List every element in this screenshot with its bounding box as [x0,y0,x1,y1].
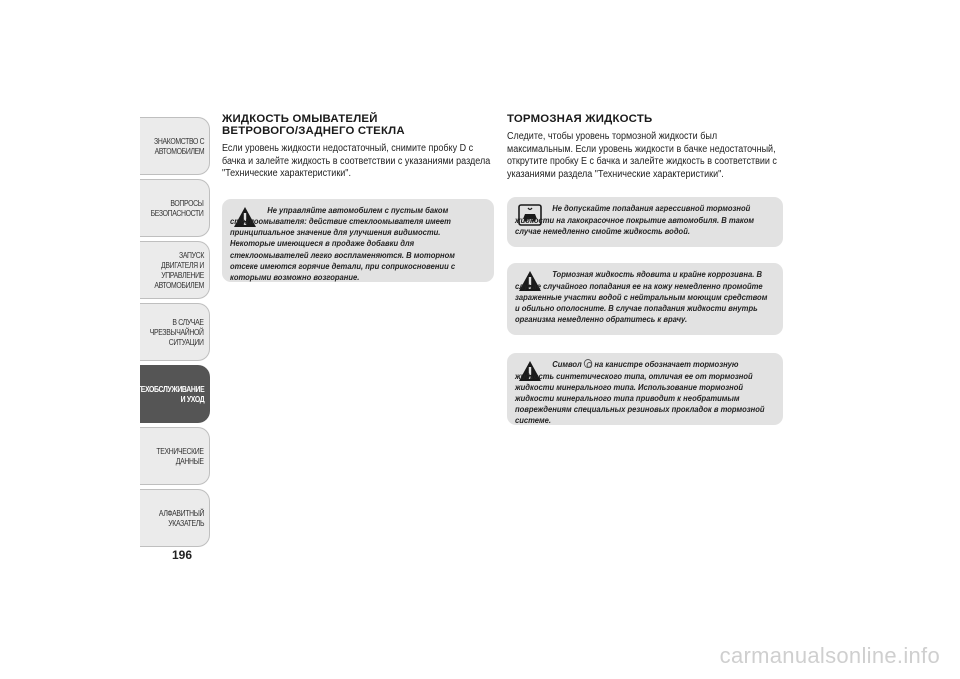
page-number: 196 [172,548,193,562]
brake-fluid-symbol-icon [584,359,592,368]
paint-caution-box [507,197,783,247]
warning-text-rest: на канистре обозначает тормозную жидкость синтетического типа, отличая ее от тормозной жидкости минерального типа. Использование тормозной жидкости минерального типа приводит к необратимым повреждениям специальных резиновых прокладок в тормозной системе. [515,360,765,426]
tab-emergency[interactable] [140,303,210,361]
section-title: ЖИДКОСТЬ ОМЫВАТЕЛЕЙ ВЕТРОВОГО/ЗАДНЕГО СТЕКЛА [222,113,405,137]
section-body: Следите, чтобы уровень тормозной жидкости был максимальным. Если уровень жидкости в бачке недостаточный, открутите пробку E с бачка и залейте жидкость в соответствии с указаниями раздела "Технические характеристики". [507,131,777,180]
toxic-warning-box [507,263,783,335]
tab-starting-driving[interactable] [140,241,210,299]
caution-text: Не допускайте попадания агрессивной тормозной жидкости на лакокрасочное покрытие автомобиля. В таком случае немедленно смойте жидкость водой. [515,204,754,236]
tab-index[interactable] [140,489,210,547]
watermark: carmanualsonline.info [719,643,940,668]
warning-text: Тормозная жидкость ядовита и крайне коррозивна. В случае случайного попадания ее на кожу немедленно промойте зараженные участки водой с нейтральным моющим средством и обильно ополосните. В случае попадания жидкости внутрь организма немедленно обратитесь к врачу. [515,270,768,325]
section-title: ТОРМОЗНАЯ ЖИДКОСТЬ [507,113,653,125]
warning-text [515,359,774,426]
tab-label: ВОПРОСЫ БЕЗОПАСНОСТИ [151,198,204,218]
tab-intro[interactable] [140,117,210,175]
tab-safety[interactable] [140,179,210,237]
symbol-warning-box [507,353,783,425]
brake-fluid-section [507,113,783,425]
tab-maintenance[interactable] [136,365,210,423]
section-body: Если уровень жидкости недостаточный, снимите пробку D с бачка и залейте жидкость в соответствии с указаниями раздела "Технические характеристики". [222,143,491,180]
warning-box [222,199,494,282]
washer-fluid-section [222,113,494,282]
warning-text-start: Символ [552,360,582,370]
tab-label: ЗНАКОМСТВО С АВТОМОБИЛЕМ [153,136,204,156]
tab-label: В СЛУЧАЕ ЧРЕЗВЫЧАЙНОЙ СИТУАЦИИ [150,317,204,347]
tab-label: ТЕХОБСЛУЖИВАНИЕ И УХОД [136,384,204,404]
tab-label: ТЕХНИЧЕСКИЕ ДАННЫЕ [156,446,204,466]
tab-technical-data[interactable] [140,427,210,485]
tab-label: АЛФАВИТНЫЙ УКАЗАТЕЛЬ [158,508,204,528]
tab-label: ЗАПУСК ДВИГАТЕЛЯ И УПРАВЛЕНИЕ АВТОМОБИЛЕМ [154,250,204,290]
warning-text: Не управляйте автомобилем с пустым баком стеклоомывателя: действие стеклоомывателя имеет принципиальное значение для улучшения видимости. Некоторые имеющиеся в продаже добавки для стеклоомывателей легко воспламеняются. В моторном отсеке имеются горячие детали, при соприкосновении с которыми возможно возгорание. [230,205,456,282]
